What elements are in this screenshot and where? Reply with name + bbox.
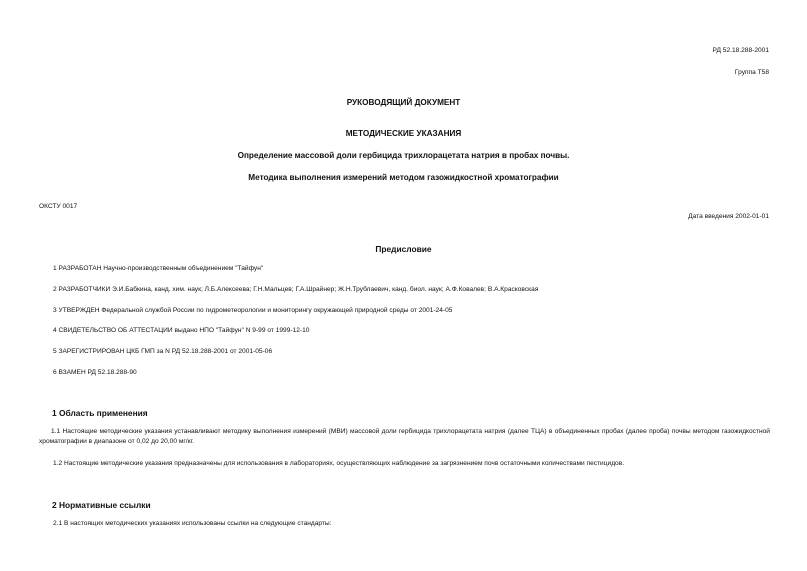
section-1-heading: 1 Область применения — [52, 408, 148, 418]
section-2-paragraph-1: 2.1 В настоящих методических указаниях использованы ссылки на следующие стандарты: — [53, 520, 332, 527]
subject-title: Определение массовой доли гербицида трихлорацетата натрия в пробах почвы. — [237, 151, 570, 160]
foreword-item: 1 РАЗРАБОТАН Научно-производственным объединением "Тайфун" — [53, 265, 264, 272]
document-type-title: РУКОВОДЯЩИЙ ДОКУМЕНТ — [346, 98, 461, 107]
foreword-item: 2 РАЗРАБОТЧИКИ Э.И.Бабкина, канд. хим. наук; Л.Б.Алексеева; Г.Н.Мальцев; Г.А.Шрайнер; Ж.Н.Трублаевич, канд. биол. наук; А.Ф.Ковалев; В.А.Красковская — [53, 286, 539, 293]
foreword-item: 6 ВЗАМЕН РД 52.18.288-90 — [53, 369, 137, 376]
section-1-paragraph-2: 1.2 Настоящие методические указания предназначены для использования в лабораториях, осуществляющих наблюдение за загрязнением почв остаточными количествами пестицидов. — [53, 460, 625, 467]
section-1-paragraph-1-text: 1.1 Настоящие методические указания устанавливают методику выполнения измерений (МВИ) массовой доли гербицида трихлорацетата натрия (далее ТЦА) в объединенных пробах (далее проба) почвы методом газожидкостной хроматографии в диапазоне от 0,02 до 20,00 мг/кг. — [39, 428, 770, 445]
document-code: РД 52.18.288-2001 — [712, 47, 769, 54]
foreword-item: 5 ЗАРЕГИСТРИРОВАН ЦКБ ГМП за N РД 52.18.288-2001 от 2001-05-06 — [53, 348, 273, 355]
foreword-item: 4 СВИДЕТЕЛЬСТВО ОБ АТТЕСТАЦИИ выдано НПО "Тайфун" N 9-99 от 1999-12-10 — [53, 327, 310, 334]
guidelines-title: МЕТОДИЧЕСКИЕ УКАЗАНИЯ — [345, 129, 462, 138]
foreword-item: 3 УТВЕРЖДЕН Федеральной службой России по гидрометеорологии и мониторингу окружающей природной среды от 2001-24-05 — [53, 307, 453, 314]
introduction-date: Дата введения 2002-01-01 — [688, 213, 769, 220]
document-group: Группа Т58 — [734, 69, 769, 76]
section-2-heading: 2 Нормативные ссылки — [52, 500, 151, 510]
section-1-paragraph-1 — [39, 427, 770, 447]
okstu-code: ОКСТУ 0017 — [39, 203, 78, 210]
foreword-heading: Предисловие — [375, 244, 432, 254]
method-title: Методика выполнения измерений методом газожидкостной хроматографии — [248, 173, 559, 182]
